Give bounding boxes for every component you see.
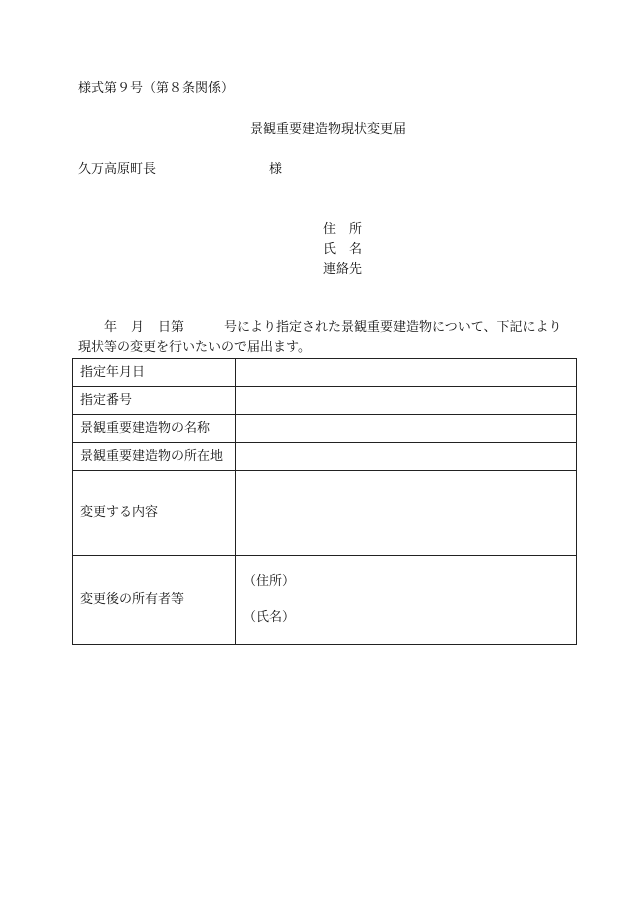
applicant-name-label: 氏 名 [323, 242, 363, 257]
new-owner-field[interactable] [236, 556, 577, 645]
change-content-field[interactable] [236, 471, 577, 556]
building-location-label: 景観重要建造物の所在地 [73, 443, 236, 471]
building-location-field[interactable] [236, 443, 577, 471]
intro-year: 年 [104, 320, 118, 335]
designation-number-field[interactable] [236, 387, 577, 415]
intro-month: 月 [131, 320, 145, 335]
table-row [73, 415, 577, 443]
addressee-name: 久万高原町長 [78, 162, 157, 177]
new-owner-name-label: （氏名） [243, 610, 296, 625]
table-row [73, 471, 577, 556]
intro-day-no: 日第 [158, 320, 185, 335]
designation-number-label: 指定番号 [73, 387, 236, 415]
building-name-label: 景観重要建造物の名称 [73, 415, 236, 443]
intro-text-line1: 号により指定された景観重要建造物について、下記により [224, 320, 562, 335]
table-row [73, 556, 577, 645]
addressee-honorific: 様 [269, 162, 283, 177]
change-content-label: 変更する内容 [73, 471, 236, 556]
designation-date-field[interactable] [236, 359, 577, 387]
intro-text-line2: 現状等の変更を行いたいので届出ます。 [78, 340, 311, 355]
notification-form-table [72, 358, 577, 645]
table-row [73, 387, 577, 415]
designation-date-label: 指定年月日 [73, 359, 236, 387]
applicant-address-label: 住 所 [323, 222, 363, 237]
new-owner-address-label: （住所） [243, 574, 296, 589]
table-row [73, 359, 577, 387]
applicant-contact-label: 連絡先 [323, 262, 363, 277]
intro-paragraph [78, 318, 584, 358]
building-name-field[interactable] [236, 415, 577, 443]
form-number: 様式第９号（第８条関係） [78, 81, 235, 96]
table-row [73, 443, 577, 471]
document-title: 景観重要建造物現状変更届 [250, 122, 407, 137]
new-owner-label: 変更後の所有者等 [73, 556, 236, 645]
